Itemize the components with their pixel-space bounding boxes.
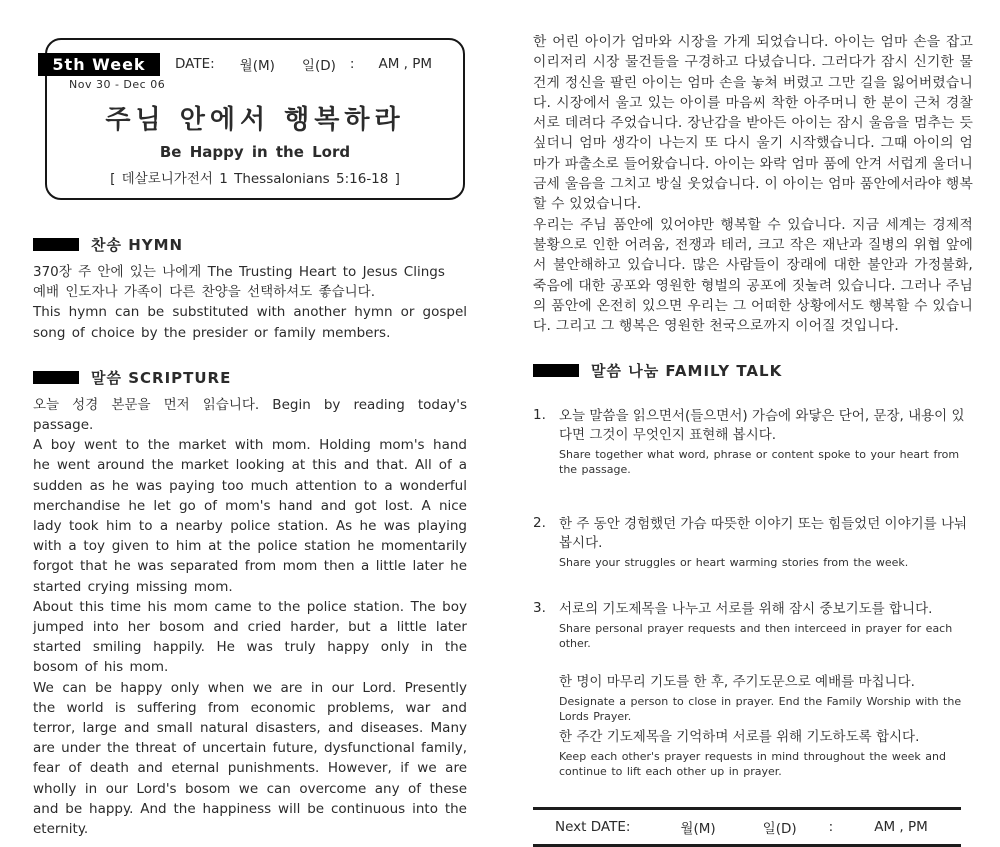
story-paragraph: 한 어린 아이가 엄마와 시장을 가게 되었습니다. 아이는 엄마 손을 잡고 이리저리 시장 물건들을 구경하고 다녔습니다. 그러다가 잠시 신기한 물건게 정신을 팔린 아이는 엄마 손을 놓쳐 버렸고 그만 길을 잃어버렸습니다. 시장에서 울고 있는 아이를 마음씨 착한 아주머니 한 분이 근처 경찰서로 데려다 주었습니다. 장난감을 받아든 아이는 잠시 울음을 멈추는 듯 싶더니 엄마 생각이 나는지 또 다시 울기 시작했습니다. 그때 아이의 엄마가 파출소로 들어왔습니다. 아이는 와락 엄마 품에 안겨 서럽게 울더니 금세 울음을 그치고 방실 웃었습니다. 이 아이는 엄마 품안에서라야 행복할 수 있었습니다. <box>533 34 973 213</box>
story-paragraph: 우리는 주님 품안에 있어야만 행복할 수 있습니다. 지금 세계는 경제적 불황으로 인한 어려움, 전쟁과 테러, 크고 작은 재난과 질병의 위협 앞에서 불안해하고 있습니다. 많은 사람들이 장래에 대한 불안과 가정불화, 죽음에 대한 공포와 영원한 형벌의 공포에 짓눌려 있습니다. 그러나 주님의 품안에 온전히 있으면 우리는 그 어떠한 상황에서도 행복할 수 있습니다. 그리고 그 행복은 영원한 천국으로까지 이어질 것입니다. <box>533 216 973 335</box>
section-bar-icon <box>33 238 79 251</box>
time-colon: : <box>828 819 834 836</box>
family-talk-section-title: 말씀 나눔 FAMILY TALK <box>591 362 783 381</box>
item-korean: 오늘 말씀을 읽으면서(들으면서) 가슴에 와닿은 단어, 문장, 내용이 있다면 그것이 무엇인지 표현해 봅시다. <box>559 408 965 444</box>
left-column <box>33 38 467 839</box>
scripture-reference: [ 데살로니가전서 1 Thessalonians 5:16-18 ] <box>110 171 400 187</box>
hymn-section-title: 찬송 HYMN <box>91 236 184 254</box>
family-talk-item <box>533 515 973 570</box>
week-label: 5th Week <box>52 55 146 74</box>
week-date-range: Nov 30 - Dec 06 <box>69 78 166 91</box>
closing-instructions <box>559 673 973 779</box>
section-bar-icon <box>33 371 79 384</box>
item-number: 2. <box>533 515 546 532</box>
scripture-intro: 오늘 성경 본문을 먼저 읽습니다. Begin by reading today's passage. <box>33 396 467 434</box>
hymn-section-header <box>33 234 467 255</box>
next-date-label: Next DATE: <box>555 819 631 836</box>
title-english: Be Happy in the Lord <box>159 143 351 161</box>
ampm-label: AM , PM <box>874 819 928 836</box>
closing-korean: 한 명이 마무리 기도를 한 후, 주기도문으로 예배를 마칩니다. <box>559 674 915 691</box>
scripture-body <box>33 395 467 839</box>
scripture-paragraph: A boy went to the market with mom. Holding mom's hand he went around the market looking at this and that. All of a sudden as he was paying too much attention to a wonderful merchandise he let go of mom's hand and got lost. A nice lady took him to a nearby police station. As he was playing with a toy given to him at the police station he momentarily forgot that he was separated from mom then a little later he started crying missing mom. <box>33 437 467 595</box>
hymn-line: 370장 주 안에 있는 나에게 The Trusting Heart to Jesus Clings <box>33 264 445 280</box>
date-row <box>175 52 463 75</box>
right-column <box>533 32 973 847</box>
story-body <box>533 32 973 336</box>
next-date-footer <box>533 807 961 847</box>
item-korean: 서로의 기도제목을 나누고 서로를 위해 잠시 중보기도를 합니다. <box>559 601 933 618</box>
closing-korean: 한 주간 기도제목을 기억하며 서로를 위해 기도하도록 합시다. <box>559 729 920 746</box>
family-talk-section-header <box>533 360 973 381</box>
family-talk-item <box>533 407 973 477</box>
item-number: 3. <box>533 600 546 617</box>
scripture-section-header <box>33 367 467 388</box>
month-blank: 월(M) <box>680 821 716 838</box>
scripture-paragraph: About this time his mom came to the police station. The boy jumped into her bosom and cried harder, but a little later started smiling happily. He was truly happy only in the bosom of his mom. <box>33 598 467 676</box>
family-talk-item <box>533 600 973 651</box>
ampm-label: AM , PM <box>378 55 432 72</box>
week-badge <box>38 53 160 76</box>
title-korean: 주님 안에서 행복하라 <box>105 105 405 135</box>
item-number: 1. <box>533 407 546 424</box>
date-label: DATE: <box>175 55 215 72</box>
closing-english: Keep each other's prayer requests in mind throughout the week and continue to lift each other up in prayer. <box>559 750 946 779</box>
closing-english: Designate a person to close in prayer. End the Family Worship with the Lords Prayer. <box>559 695 962 724</box>
section-bar-icon <box>533 364 579 377</box>
item-english: Share your struggles or heart warming stories from the week. <box>559 556 909 570</box>
header-box <box>45 38 465 200</box>
month-blank: 월(M) <box>239 57 275 74</box>
day-blank: 일(D) <box>301 57 336 74</box>
time-colon: : <box>349 55 355 72</box>
hymn-line: This hymn can be substituted with another hymn or gospel song of choice by the presider or family members. <box>33 304 467 341</box>
day-blank: 일(D) <box>762 821 797 838</box>
closing-pair <box>559 673 973 724</box>
scripture-section-title: 말씀 SCRIPTURE <box>91 368 232 387</box>
hymn-body <box>33 262 467 343</box>
item-korean: 한 주 동안 경험했던 가슴 따뜻한 이야기 또는 힘들었던 이야기를 나눠봅시다. <box>559 516 968 552</box>
hymn-line: 예배 인도자나 가족이 다른 찬양을 선택하셔도 좋습니다. <box>33 284 375 301</box>
item-english: Share personal prayer requests and then interceed in prayer for each other. <box>559 622 953 651</box>
scripture-paragraph: We can be happy only when we are in our Lord. Presently the world is suffering from economic problems, war and terror, large and small natural disasters, and diseases. Many are under the threat of uncertain future, dysfunctional family, fear of death and eternal punishments. However, if we are wholly in our Lord's bosom we can overcome any of these and be happy. And the happiness will be continuous into the eternity. <box>33 679 467 838</box>
item-english: Share together what word, phrase or content spoke to your heart from the passage. <box>559 448 960 477</box>
